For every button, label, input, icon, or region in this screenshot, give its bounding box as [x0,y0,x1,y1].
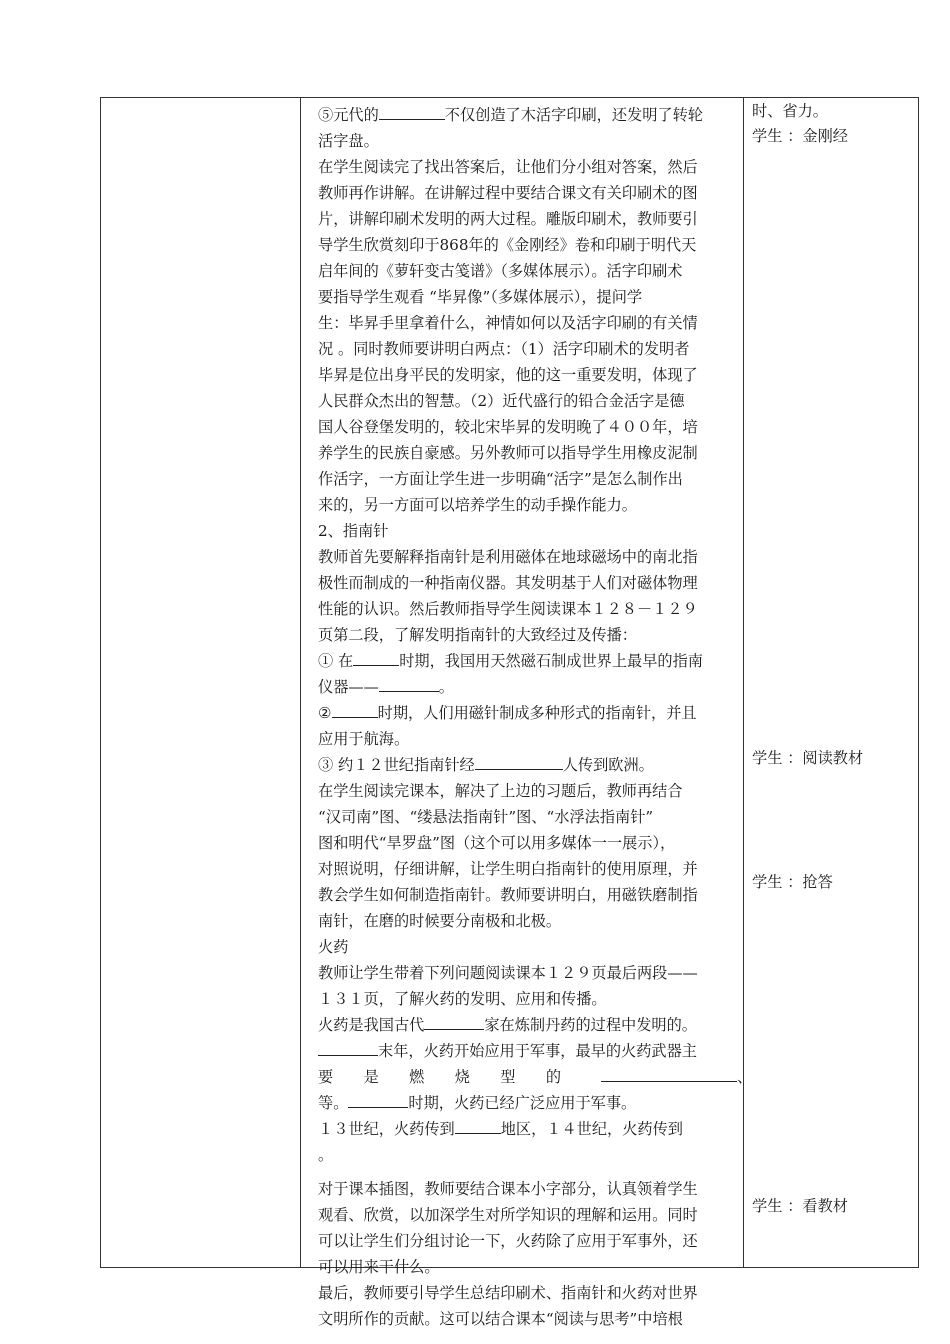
text-line: １３１页，了解火药的发明、应用和传播。 [318,990,607,1008]
text-line: 在学生阅读完了找出答案后，让他们分小组对答案，然后 [318,158,698,176]
answer-blank[interactable] [379,677,439,692]
text-line: 在学生阅读完课本，解决了上边的习题后，教师再结合 [318,782,683,800]
answer-blank[interactable] [475,755,563,770]
student-note: 学生 ：看教材 [752,1197,848,1215]
text-line: 导学生欣赏刻印于868年的《金刚经》卷和印刷于明代天 [318,236,697,254]
text-line: 最后，教师要引导学生总结印刷术、指南针和火药对世界 [318,1284,698,1302]
student-note: 学生 ：抢答 [752,873,833,891]
answer-blank[interactable] [601,1067,737,1082]
text-line: 图和明代“旱罗盘”图（这个可以用多媒体一一展示）， [318,834,676,852]
student-note: 时、省力。 [752,102,828,120]
text-line: 作活字，一方面让学生进一步明确“活字”是怎么制作出 [318,470,683,488]
text-line: 况 。同时教师要讲明白两点：（1）活字印刷术的发明者 [318,340,690,358]
text-line: 毕昇是位出身平民的发明家，他的这一重要发明，体现了 [318,366,698,384]
text-line: 页第二段，了解发明指南针的大致经过及传播： [318,626,637,644]
text-line: 观看、欣赏，以加深学生对所学知识的理解和运用。同时 [318,1206,698,1224]
answer-blank[interactable] [348,1093,408,1108]
answer-blank[interactable] [379,105,445,120]
text-line: 文明所作的贡献。这可以结合课本“阅读与思考”中培根 [318,1310,683,1328]
column-divider [300,98,301,1267]
student-note: 学生 ：阅读教材 [752,749,864,767]
text-line: 教师让学生带着下列问题阅读课本１２９页最后两段—— [318,964,698,982]
answer-blank[interactable] [455,1119,501,1134]
question-line: 火药是我国古代 家在炼制丹药的过程中发明的。 [318,1016,697,1034]
answer-blank[interactable] [332,703,378,718]
text-line: 活字盘。 [318,132,379,150]
text-line: 国人谷登堡发明的，较北宋毕昇的发明晚了４００年，培 [318,418,698,436]
text-line: 可以让学生们分组讨论一下，火药除了应用于军事外，还 [318,1232,698,1250]
text-line: 。 [318,1146,334,1164]
text-line: 人民群众杰出的智慧。（2）近代盛行的铅合金活字是德 [318,392,685,410]
question-line: ③ 约１２世纪指南针经 人传到欧洲。 [318,756,654,774]
text-line: 南针，在磨的时候要分南极和北极。 [318,912,561,930]
text-line: 生：毕昇手里拿着什么，神情如何以及活字印刷的有关情 [318,314,698,332]
question-line: ① 在 时期，我国用天然磁石制成世界上最早的指南 [318,652,703,670]
text-line: 来的，另一方面可以培养学生的动手操作能力。 [318,496,637,514]
lesson-table [100,97,919,1328]
text-line: 养学生的民族自豪感。另外教师可以指导学生用橡皮泥制 [318,444,698,462]
text-line: 启年间的《萝轩变古笺谱》（多媒体展示）。活字印刷术 [318,262,683,280]
question-line: １３世纪，火药传到 地区，１４世纪，火药传到 [318,1120,683,1138]
question-line: ⑤元代的 不仅创造了木活字印刷，还发明了转轮 [318,106,703,124]
text-line: 性能的认识。然后教师指导学生阅读课本１２８－１２９ [318,600,698,618]
section-heading: 2、指南针 [318,522,389,540]
answer-blank[interactable] [353,651,399,666]
text-line: “汉司南”图、“缕悬法指南针”图、“水浮法指南针” [318,808,654,826]
question-line: ② 时期，人们用磁针制成多种形式的指南针，并且 [318,704,697,722]
text-line: 对于课本插图，教师要结合课本小字部分，认真领着学生 [318,1180,698,1198]
teaching-process-column [310,98,753,1332]
text-line: 可以用来干什么。 [318,1258,440,1276]
answer-blank[interactable] [318,1041,378,1056]
text-line: 极性而制成的一种指南仪器。其发明基于人们对磁体物理 [318,574,698,592]
text-line: 要指导学生观看 “毕昇像”（多媒体展示），提问学 [318,288,643,306]
text-line: 教师再作讲解。在讲解过程中要结合课文有关印刷术的图 [318,184,698,202]
question-line: 要 是 燃 烧 型 的 、 [318,1068,753,1086]
section-heading: 火药 [318,938,349,956]
text-line: 教师首先要解释指南针是利用磁体在地球磁场中的南北指 [318,548,698,566]
text-line: 片，讲解印刷术发明的两大过程。雕版印刷术，教师要引 [318,210,698,228]
student-note: 学生 ：金刚经 [752,127,848,145]
student-activity-column [744,98,919,1267]
answer-blank[interactable] [424,1015,484,1030]
question-line: 仪器—— 。 [318,678,454,696]
question-line: 末年，火药开始应用于军事，最早的火药武器主 [318,1038,737,1064]
text-line: 教会学生如何制造指南针。教师要讲明白，用磁铁磨制指 [318,886,698,904]
question-line: 等。 时期，火药已经广泛应用于军事。 [318,1094,637,1112]
text-line: 对照说明，仔细讲解，让学生明白指南针的使用原理，并 [318,860,698,878]
text-line: 应用于航海。 [318,730,410,748]
